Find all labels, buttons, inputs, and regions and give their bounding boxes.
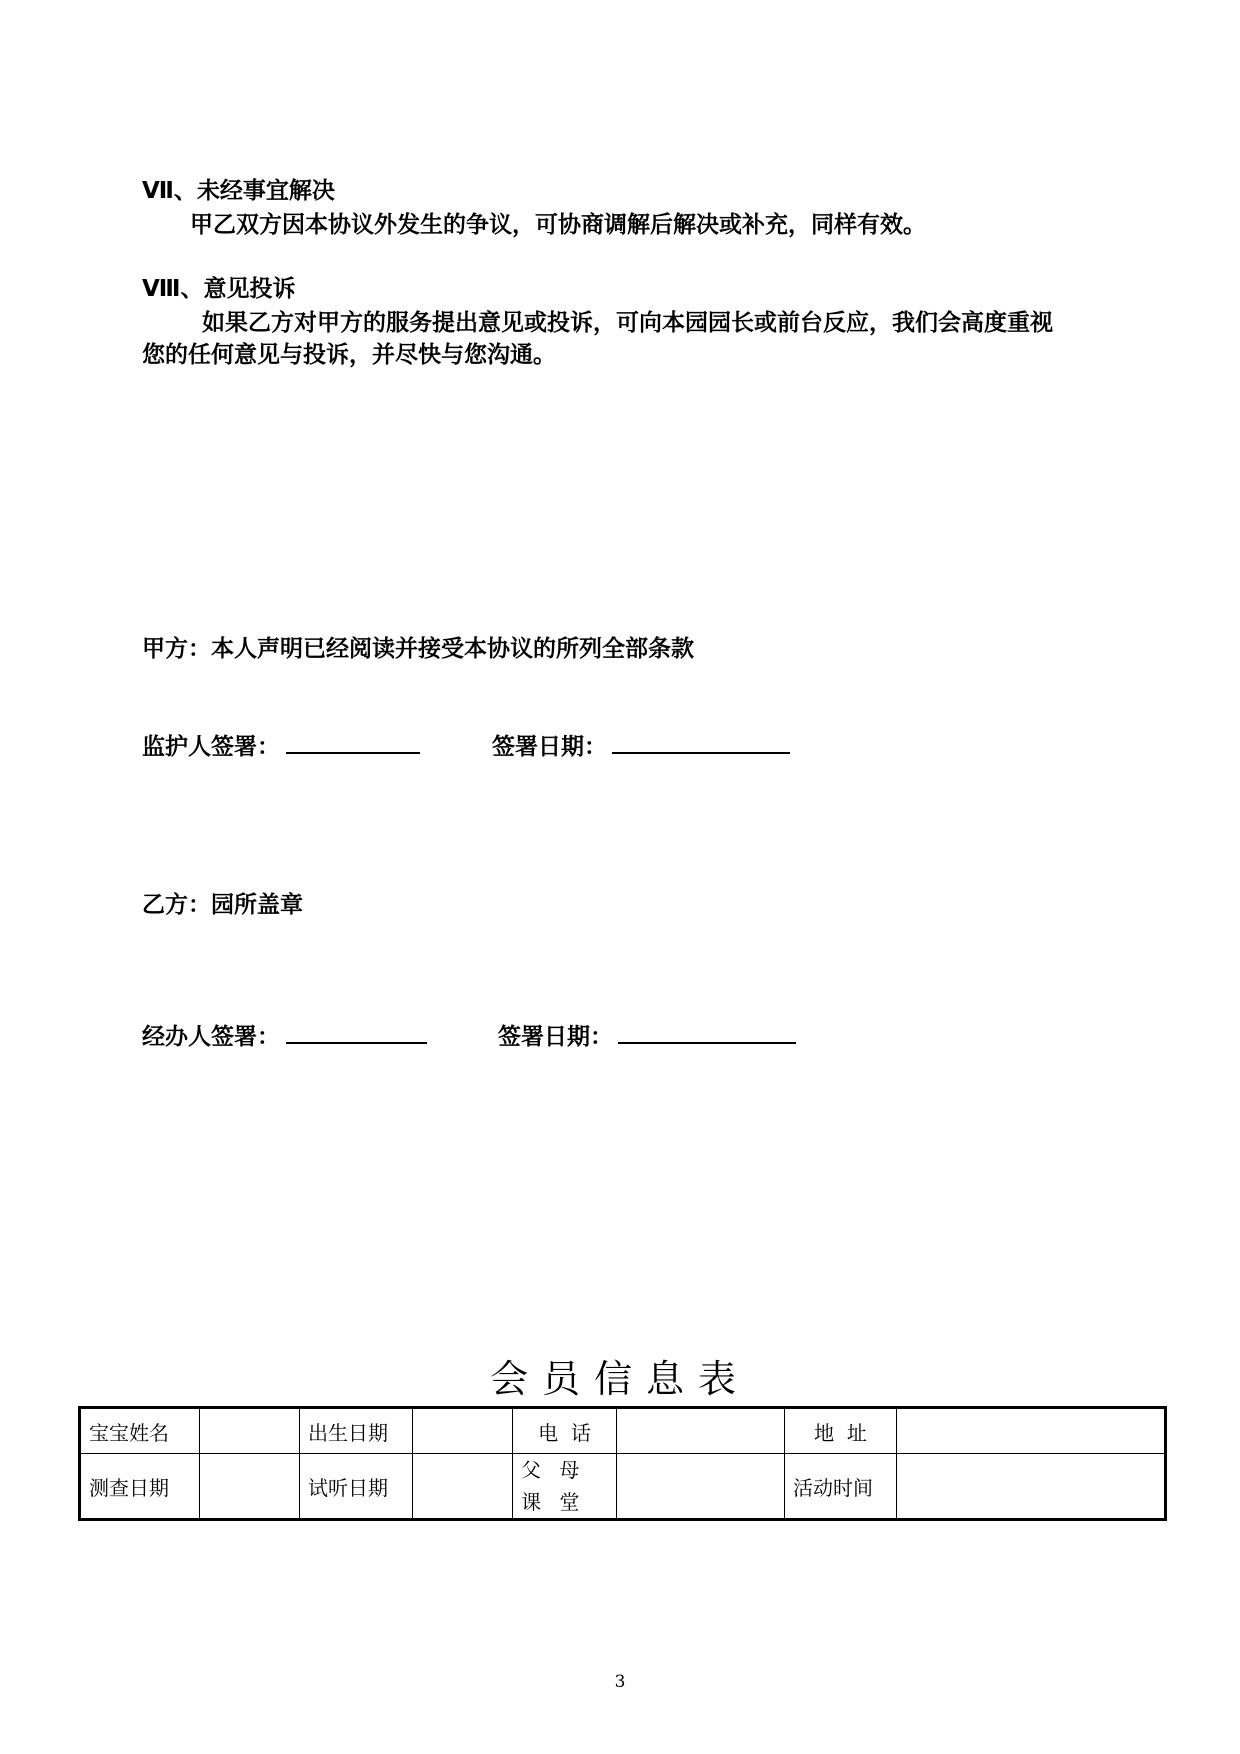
party-b-statement: 乙方：园所盖章 (142, 892, 303, 918)
party-a-date-label: 签署日期： (492, 734, 607, 760)
phone-label: 电 话 (513, 1408, 617, 1454)
address-label: 地 址 (785, 1408, 897, 1454)
test-date-cell[interactable] (200, 1454, 300, 1520)
phone-cell[interactable] (617, 1408, 785, 1454)
handler-sign-blank[interactable] (286, 1042, 427, 1044)
birth-date-cell[interactable] (413, 1408, 513, 1454)
member-info-table (78, 1406, 1167, 1521)
activity-time-cell[interactable] (897, 1454, 1166, 1520)
section-8-heading: Ⅷ、意见投诉 (142, 276, 296, 302)
guardian-sign-label: 监护人签署： (142, 734, 280, 760)
party-a-date-blank[interactable] (612, 752, 790, 754)
birth-date-label: 出生日期 (300, 1408, 413, 1454)
section-7-heading: Ⅶ、未经事宜解决 (142, 178, 335, 204)
table-row (80, 1408, 1166, 1454)
member-table-title: 会员信息表 (489, 1357, 750, 1401)
trial-date-label: 试听日期 (300, 1454, 413, 1520)
activity-time-label: 活动时间 (785, 1454, 897, 1520)
baby-name-label: 宝宝姓名 (80, 1408, 200, 1454)
test-date-label: 测查日期 (80, 1454, 200, 1520)
parent-class-cell[interactable] (617, 1454, 785, 1520)
guardian-sign-blank[interactable] (286, 752, 420, 754)
party-b-date-blank[interactable] (618, 1042, 796, 1044)
parent-class-label: 父 母 课 堂 (513, 1454, 617, 1520)
section-8-body-line2: 您的任何意见与投诉，并尽快与您沟通。 (142, 342, 556, 368)
baby-name-cell[interactable] (200, 1408, 300, 1454)
section-8-body-line1: 如果乙方对甲方的服务提出意见或投诉，可向本园园长或前台反应，我们会高度重视 (202, 310, 1053, 336)
trial-date-cell[interactable] (413, 1454, 513, 1520)
section-7-body: 甲乙双方因本协议外发生的争议，可协商调解后解决或补充，同样有效。 (190, 212, 926, 238)
table-row (80, 1454, 1166, 1520)
address-cell[interactable] (897, 1408, 1166, 1454)
party-a-statement: 甲方：本人声明已经阅读并接受本协议的所列全部条款 (142, 636, 694, 662)
handler-sign-label: 经办人签署： (142, 1024, 280, 1050)
party-b-date-label: 签署日期： (498, 1024, 613, 1050)
page-number: 3 (614, 1672, 626, 1692)
